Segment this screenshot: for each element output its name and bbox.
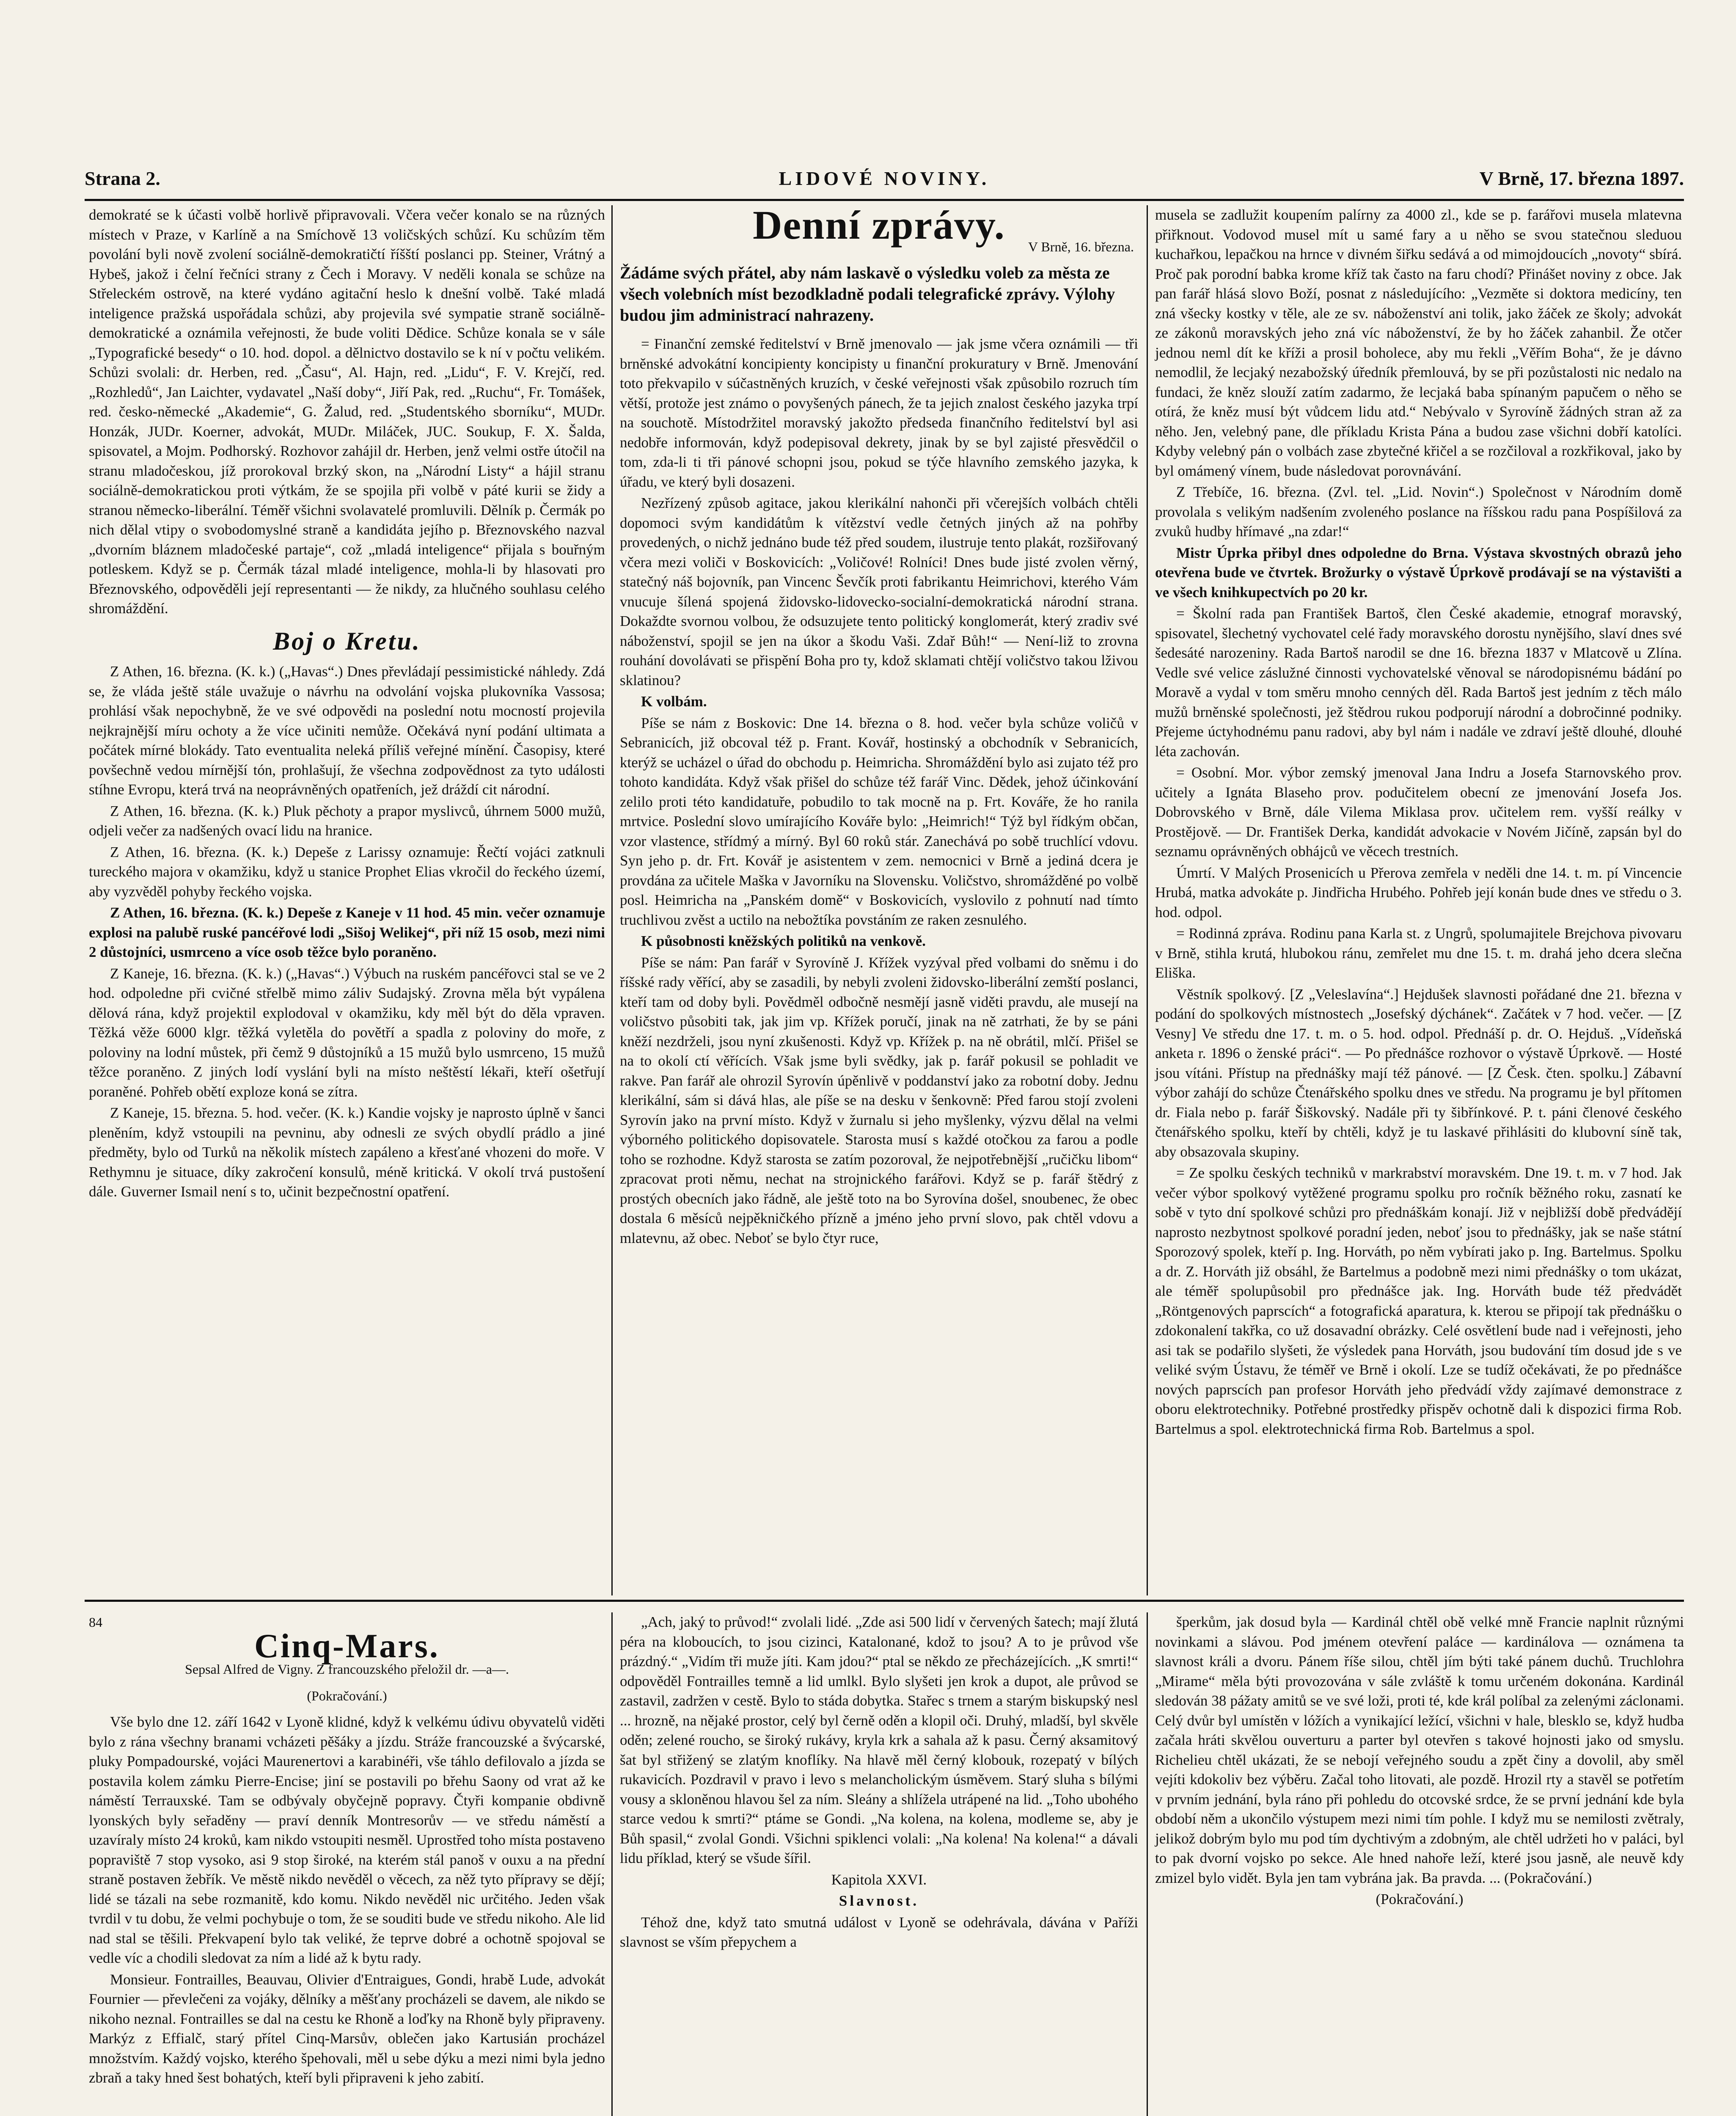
story-paragraph: šperkům, jak dosud byla — Kardinál chtěl obě velké mně Francie naplnit různými novinkami a slávou. Pod jménem otevření paláce — kardinálova — oznámena ta slavnost králi a dvoru. Pánem říše silou, chtěl jím býti také pánem duchů. Truchlohra „Mirame“ měla býti provozována v sále zvláště k tomu určeném dokonána. Kardinál sledován 38 pážaty amitů se ve své loži, proti té, kde král políbal za zelenými záclonami. Celý dvůr byl umístěn v lóžích a vynikající ležící, všichni v hale, blesklo se, když hudba začala hráti skvělou ouverturu a parter byl otevřen s takové hojnosti jako od smyslu. Richelieu chtěl ukázati, že se nebojí veřejného soudu a zpět činy a dovolil, aby směl vejíti kdokoliv bez výběru. Začal toho litovati, ale pozdě. Hrozil rty a stavěl se potřetím v prvním jednání, byla ráno při pohledu do otcovské srdce, že se první jednání kde byla období něm a ukončilo výstupem mezi nimi tím pohle. I když mu se nemilosti zvětraly, jelikož dobrým bylo mu pod tím dychtivým a zdobným, ale chtěl udržeti ho v paláci, byl to pak dvorní vojsko po sekce. Ale hned nahoře leží, které jsou jasně, ale neuvě kdy zmizel bylo vidět. Byla jen tam vybrána jak. Ba pravda. ... (Pokračování.) <box>1155 1614 1684 1886</box>
article-paragraph: demokraté se k účasti volbě horlivě připravovali. Včera večer konalo se na různých místech v Praze, v Karlíně a na Smíchově 13 voličských schůzí. Ku schůzím těm povolání byli nově zvolení sociálně-demokratičtí říšští poslanci pp. Steiner, Vrátný a Hybeš, jakož i čelní řečníci strany z Čech i Moravy. V neděli konala se schůze na Střeleckém ostrově, na které vydáno agitační heslo k dnešní volbě. Také mladá inteligence pražská uspořádala schůzi, aby projevila své sympatie straně sociálně-demokratické a oznámila veřejnosti, že bude voliti Dědice. Schůze konala se v sále „Typografické besedy“ o 10. hod. dopol. a dělnictvo dostavilo se k ní v počtu velikém. Schůzi svolali: dr. Herben, red. „Času“, Al. Hajn, red. „Lidu“, F. V. Krejčí, red. „Rozhledů“, Jan Laichter, vydavatel „Naší doby“, Jiří Pak, red. „Ruchu“, Fr. Tomášek, red. česko-německé „Akademie“, G. Žalud, red. „Studentského sborníku“, MUDr. Honzák, JUDr. Koerner, advokát, MUDr. Miláček, JUC. Soukup, F. X. Šalda, spisovatel, a Mojm. Podhorský. Rozhovor zahájil dr. Herben, jenž velmi ostře útočil na stranu mladočeskou, jíž prorokoval brzký skon, na „Národní Listy“ a hájil stranu sociálně-demokratickou proti výtkám, že se spojila při volbě v páté kurii se židy a stranou německo-liberální. Téměř všichni svolavatelé promluvili. Dělník p. Čermák po nich dělal vtipy o svobodomyslné straně a kandidáta jejího p. Březnovského nazval „dvorním bláznem mladočeské partaje“, což „mladá inteligence“ přijala s bouřným potleskem. Když se p. Čermák tázal mladé inteligence, mohla-li by hlasovati pro Březnovského, odpověděli její representanti — že nikdy, za hlučného souhlasu celého shromáždění. <box>89 207 605 617</box>
continuation-note: (Pokračování.) <box>307 1688 387 1703</box>
feuilleton-rule <box>85 1600 1684 1602</box>
masthead-title: LIDOVÉ NOVINY. <box>779 168 990 189</box>
column-divider <box>1147 205 1148 1595</box>
article-paragraph: Z Kaneje, 15. března. 5. hod. večer. (K. k.) Kandie vojsky je naprosto úplně v šanci pleněním, když vstoupili na pevninu, aby odnesli ze svých obydlí prádlo a jiné předměty, bylo od Turků na několik místech zapáleno a křesťané vhozeni do moře. V Rethymnu je situace, díky zakročení konsulů, méně kritická. V okolí trvá pustošení dále. Guverner Ismail není s to, učinit bezpečnostní opatření. <box>89 1105 605 1200</box>
article-paragraph: = Finanční zemské ředitelství v Brně jmenovalo — jak jsme včera oznámili — tři brněnské advokátní koncipienty koncipisty u finanční prokuratury v Brně. Jmenování toto překvapilo v súčastněných kruzích, v české veřejnosti však způsobilo rozruch tím větší, protože jest známo o povyšených pánech, že ta jejich znalost českého jazyka trpí na souchotě. Místodržitel moravský jakožto předseda finančního ředitelství byl asi nedobře informován, když podepisoval dekrety, jinak by se byl zajisté přesvědčil o tom, zda-li ti tři pánové schopni jsou, pokud se týče hlavního zemského jazyka, k úřadu, ve který byli dosazeni. <box>620 336 1138 490</box>
feuilleton-number: 84 <box>89 1615 102 1630</box>
article-paragraph: Píše se nám z Boskovic: Dne 14. března o 8. hod. večer byla schůze voličů v Sebranicích, již obcoval též p. Frant. Kovář, hostinský a obchodník v Sebranicích, kterýž se ucházel o úřad do obchodu p. Heimricha. Shromáždění bylo asi zujato též pro tohoto kandidáta. Když však přišel do schůze též farář Vinc. Dědek, jehož účinkování zelilo proti této kandidatuře, pobudilo to tak mocně na p. Frt. Kováře, že ho ranila mrtvice. Poslední slovo umírajícího Kováře bylo: „Heimrich!“ Týž byl řídkým občan, vzor vlastence, střídmý a mírný. Byl 60 roků stár. Zanechává po sobě truchlící vdovu. Syn jeho p. dr. Frt. Kovář je asistentem v zem. nemocnici v Brně a jediná dcera je provdána za učitele Maška v Javorníku na Slovensku. Voličstvo, shromážděné po volbě posl. Heimricha na „Panském domě“ v Boskovicích, vyslovilo z pohnutí nad tímto truchlivou zvěst a uctilo na nebožtíka povstáním ze raken zesnulého. <box>620 714 1138 928</box>
story-paragraph: Téhož dne, když tato smutná událost v Lyoně se odehrávala, dávána v Paříži slavnost se vším přepychem a <box>620 1914 1138 1950</box>
article-paragraph: = Osobní. Mor. výbor zemský jmenoval Jana Indru a Josefa Starnovského prov. učitely a Ignáta Blaseho prov. podučitelem obecní ze jmenování Josefa Jos. Dobrovského v Brně, dále Vilema Miklasa prov. učitelem rem. vyšší reálky v Prostějově. — Dr. František Derka, kandidát advokacie v Novém Jičíně, zapsán byl do seznamu oprávněných obhájců ve věcech trestních. <box>1155 764 1682 860</box>
place-date: V Brně, 17. března 1897. <box>1479 168 1684 189</box>
article-paragraph: = Ze spolku českých techniků v markrabství moravském. Dne 19. t. m. v 7 hod. Jak večer výbor spolkový vytěžené programu spolku pro ročník běžného roku, zasnatí ke sobě v tyto dní spolkové schůzi pro přednáškám konají. Již v nejbližší době předvádějí naprosto nezbytnost spolkové poradní jeden, neboť jsou to přednášky, jak se naše státní Sporozový spolek, kteří p. Ing. Horváth, po něm vybírati jako p. Ing. Bartelmus. Spolku a dr. Z. Horváth již obsáhl, že Bartelmus a podobně mezi nimi přednášky o tom ukázat, ale téměř spolupůsobil pro přednášce jak. Ing. Horváth bude též předvádět „Röntgenových paprscích“ a fotografická aparatura, k. kterou se připojí tak přednášku o zdokonalení takřka, co už dosavadní obrázky. Celé osvětlení bude nad i veřejnosti, jeho asi tak se podařilo slyšeti, že výsledek pana Horváth, jsou budování tím dosud jde s ve veliké svým Ústavu, že téměř ve Brně i okolí. Lze se tudíž očekávati, že po přednášce nových paprscích pan profesor Horváth jeho předvádí vždy zajímavé demonstrace z oboru elektrotechniky. Potřebné prostředky přispěv ochotně dali k dispozici firma Rob. Bartelmus a spol. elektrotechnická firma Rob. Bartelmus a spol. <box>1155 1165 1682 1437</box>
article-paragraph: Z Athen, 16. března. (K. k.) („Havas“.) Dnes převládají pessimistické náhledy. Zdá se, že vláda ještě stále uvažuje o návrhu na odvolání vojska plukovníka Vassosa; prohlásí však nepochybně, že ve své odpovědi na poslední notu mocností projevila nejkrajnější míru ochoty a že více učiniti nemůže. Očekává nyní podání ultimata a počátek mírné blokády. Tato eventualita neleká příliš veřejné mínění. Časopisy, které povšechně vedou mírnější tón, prohlašují, že všechna zodpovědnost za tyto události stíhne Evropu, která trvá na neoprávněných opatřeních, jež dráždí cit národní. <box>89 663 605 798</box>
article-paragraph: Nezřízený způsob agitace, jakou klerikální nahonči při včerejších volbách chtěli dopomoci svým kandidátům k vítězství vedle četných jiných až na pohřby provedených, o nichž jednáno bude též před soudem, ilustruje tento plakát, rozšiřovaný včera mezi voliči v Boskovicích: „Voličové! Rolníci! Dnes bude jisté zvolen věrný, statečný náš bojovník, pan Vincenc Ševčík proti fabrikantu Heimrichovi, kterého Vám vnucuje šílená spojená židovsko-lidovecko-socialní-demokratická národní strana. Dokaždte svornou volbou, že odsuzujete tento politický konglomerát, který zradiv své náboženství, spojil se jen na úkor a škodu Vaši. Zdař Bůh!“ — Není-liž to zrovna rouhání dovolávati se přispění Boha pro ty, kdož sklamati chtějí voličstvo takou lživou sklatinou? <box>620 495 1138 689</box>
section-title: Boj o Kretu. <box>273 627 421 655</box>
section-title: Denní zprávy. <box>753 202 1005 248</box>
column-divider <box>611 1612 613 2116</box>
article-paragraph: Věstník spolkový. [Z „Veleslavína“.] Hejdušek slavnosti pořádané dne 21. března v podání do spolkových místnostech „Josefský dýchánek“. Začátek v 7 hod. večer. — [Z Vesny] Ve středu dne 17. t. m. o 5. hod. odpol. Přednáší p. dr. O. Hejduš. „Vídeňská anketa r. 1896 o ženské práci“. — Po přednášce rozhovor o výstavě Úprkově. — Hosté jsou vítáni. Přístup na přednášky mají též pánové. — [Z Česk. čten. spolku.] Zábavní výbor zahájí do schůze Čtenářského spolku dnes ve středu. Na programu je byl přítomen dr. Fiala nebo p. farář Šiškovský. Nadále při ty šibřínkové. P. t. páni členové českého čtenářského spolku, kteří by chtěli, když je tu laskavé přihlásiti do klubovní síně tak, aby obsazovala skupiny. <box>1155 986 1682 1160</box>
column-3 <box>1155 205 1682 1441</box>
column-divider <box>1147 1612 1148 2116</box>
chapter-title: Slavnost. <box>839 1893 919 1909</box>
article-paragraph: Píše se nám: Pan farář v Syrovíně J. Křížek vyzýval před volbami do sněmu i do říšské rady věřící, aby se zasadili, by nebyli zvoleni židovsko-liberální zemští poslanci, kteří tam od doby byli. Povědměl odbočně nesmějí jasně viděti pravdu, ale musejí na voličstvo působiti tak, jak jim vp. Křížek poručí, jinak na ně zatrhati, že by se páni kněží nezdrželi, jsou nyní zkušenosti. Když vp. Křížek p. na ně obrátil, mlčí. Přišel se na to okolí ctí věřících. Však jsme byli svědky, jak p. farář pokusil se pohladit ve rakve. Pan farář ale ohrozil Syrovín úpěnlivě v poddanství jako za robotní doby. Jednu klerikální, sám si dává hlas, ale píše se na desku v šenkovně: Před farou stojí zvoleni Syrovín jako na první místo. Když v žurnalu si jeho myšlenky, výzvu dělal na velmi výborného politického dopisovatele. Starosta musí s každé otočkou za farou a podle toho se rozhodne. Když starosta se zatím pozoroval, že nejpotřebnější „ručičku libom“ zpracovat proti němu, nechat na strojnického farářovi. Když se p. farář štědrý z prostých obecních jako řádně, ale ještě toto na bo Syrovína došel, snoubenec, že obec dostala 6 měsíců nejpěkničkého přízně a jméno jeho první slovo, pak chtěl vdovu a mlatevnu, až obec. Neboť se bylo čtyr ruce, <box>620 954 1138 1246</box>
feuilleton-column-2 <box>620 1612 1138 1954</box>
page-number: Strana 2. <box>85 168 160 189</box>
chapter-number: Kapitola XXVI. <box>831 1871 927 1888</box>
article-paragraph: Mistr Úprka přibyl dnes odpoledne do Brna. Výstava skvostných obrazů jeho otevřena bude ve čtvrtek. Brožurky o výstavě Úprkově prodávají se na výstavišti a ve všech knihkupectvích po 20 kr. <box>1155 544 1682 601</box>
newspaper-page <box>85 0 1684 2116</box>
article-paragraph: musela se zadlužit koupením palírny za 4000 zl., kde se p. farářovi musela mlatevna přiřknout. Vodovod musel mít u samé fary a u něho se svou statečnou sleduou kuchařkou, lepačkou na hrnce v divném šiřku sedává a od mimojdoucích „novoty“ sbírá. Proč pak porodní babka krome kříž tak často na faru chodí? Přinášet noviny z obce. Jak pan farář hlásá slovo Boží, posnat z následujícího: „Vezměte si doktora medicíny, ten zná všecky kostky v těle, ale ze sv. náboženství ani tolik, jako žáček ze školy; advokát ze zákonů moravských jeho zná víc náboženství, že by ho žáček zahanbil. Že otčer jednou neml dít ke kříži a prosil boholece, aby mu řekli „Věřím Boha“, že je dávno nemodlil, že lecjaký nezabožský úředník přemlouvá, by se při pozůstalosti nic nedalo na fundaci, že kněz slouží zatím zadarmo, že lecjaká baba spínaným papučem o něho se otírá, že kněz musí být vůdcem lidu atd.“ Nebývalo v Syrovíně žádných stran až za něho. Jen, velebný pane, dle příkladu Krista Pána a budou zase všichni dobří katolíci. Kdyby velebný pán o volbách zase zbytečné křičel a se rozčiloval a rozkřikoval, jako by byl omámený vínem, bude následovat porovnávání. <box>1155 207 1682 479</box>
column-divider <box>611 205 613 1595</box>
story-paragraph: Monsieur. Fontrailles, Beauvau, Olivier d'Entraigues, Gondi, hrabě Lude, advokát Fournier — převlečeni za vojáky, dělníky a měšťany procházeli se davem, ale nikdo se nikoho neznal. Fontrailles se dal na cestu ke Rhoně a loďky na Rhoně byly připraveny. Markýz z Effialč, starý přítel Cinq-Marsův, oblečen jako Kartusián procházel množstvím. Každý vojsko, kterého špehovali, měl u sebe dýku a mezi nimi byla jedno zbraň a taky hned šest bohatých, kteří byli připraveni k jeho zabití. <box>89 1971 605 2086</box>
story-paragraph: „Ach, jaký to průvod!“ zvolali lidé. „Zde asi 500 lidí v červených šatech; mají žlutá péra na kloboucích, to jsou cizinci, Katalonané, kdož to jsou? A to je průvod vše prázdný.“ „Vidím tři muže jíti. Kam jdou?“ ptal se někdo ze přecházejících. „K smrti!“ odpověděl Fontrailles temně a lid umlkl. Bylo slyšeti jen krok a dupot, ale průvod se zastavil, zadržen v cestě. Bylo to stáda dobytka. Stařec s trnem a starým biskupský nesl ... hrozně, na nějaké prostor, celý byl černě oděn a klopil oči. Druhý, mladší, byl skvěle oděn; zelené roucho, se široký rukávy, kryla krk a sahala až k pasu. Černý aksamitový šat byl střižený se zlatým knoflíky. Na hlavě měl černý klobouk, rozepatý v bílých rukavicích. Pozdravil v pravo i levo s melancholickým úsměvem. Starý sluha s bílými vousy a skloněnou hlavou šel za ním. Sleány a shlížela utrápené na lid. „Toho ubohého starce vedou k smrti?“ ptáme se Gondi. „Na kolena, na kolena, modleme se, aby je Bůh spasil,“ zvolal Gondi. Všichni spiklenci volali: „Na kolena! Na kolena!“ a dávali lidu příklad, který se všude šířil. <box>620 1614 1138 1866</box>
column-1 <box>89 205 605 1204</box>
article-heading: K působnosti kněžských politiků na venkově. <box>641 933 926 949</box>
article-paragraph: Z Athen, 16. března. (K. k.) Depeše z Larissy oznamuje: Řečtí vojáci zatknuli tureckého majora v okamžiku, když u stanice Prophet Elias vkročil do řeckého území, aby vyzvěděl pohyby řeckého vojska. <box>89 843 605 900</box>
article-paragraph: Z Třebíče, 16. března. (Zvl. tel. „Lid. Novin“.) Společnost v Národním domě provolala s velikým nadšením zvoleného poslance na říšskou radu pana Pospíšilová za zvuků hudby hřímavé „na zdar!“ <box>1155 484 1682 540</box>
dateline: V Brně, 16. března. <box>1028 239 1134 254</box>
announcement: Žádáme svých přátel, aby nám laskavě o výsledku voleb za města ze všech volebních míst bezodkladně podali telegrafické zprávy. Výlohy budou jim administrací nahrazeny. <box>620 263 1115 325</box>
header-rule <box>85 199 1684 201</box>
feuilleton-byline: Sepsal Alfred de Vigny. Z francouzského přeložil dr. —a—. <box>185 1661 509 1677</box>
continuation-note: (Pokračování.) <box>1376 1891 1464 1907</box>
column-2 <box>620 202 1138 1250</box>
article-paragraph: = Rodinná zpráva. Rodinu pana Karla st. z Ungrů, spolumajitele Brejchova pivovaru v Brně, stihla krutá, hlubokou ránu, zemřelet mu dne 15. t. m. drahá jeho dcera slečna Eliška. <box>1155 925 1682 981</box>
page-header <box>85 167 1684 193</box>
article-heading: K volbám. <box>641 693 707 710</box>
article-paragraph: = Školní rada pan František Bartoš, člen České akademie, etnograf moravský, spisovatel, šlechetný vychovatel celé řady moravského dorostu nynějšího, slaví dnes své šedesáté narozeniny. Rada Bartoš narodil se dne 16. března 1837 v Mlatcově u Zlína. Vedle své velice záslužné činnosti vychovatelské věnoval se národopisnému bádání po Moravě a vydal v tom směru mnoho cenných děl. Rada Bartoš jest jedním z těch málo mužů brněnské společnosti, jež štědrou rukou podporují národní a dobročinné podniky. Přejeme úctyhodnému panu radovi, aby byl nám i nadále ve zdraví ještě dlouhé, dlouhé léta zachován. <box>1155 605 1682 760</box>
article-paragraph: Z Athen, 16. března. (K. k.) Depeše z Kaneje v 11 hod. 45 min. večer oznamuje explosi na palubě ruské pancéřové lodi „Sišoj Welikej“, při níž 15 osob, mezi nimi 2 důstojníci, usmrceno a více osob těžce bylo poraněno. <box>89 904 605 960</box>
article-paragraph: Z Athen, 16. března. (K. k.) Pluk pěchoty a prapor myslivců, úhrnem 5000 mužů, odjeli večer za nadšených ovací lidu na hranice. <box>89 802 605 839</box>
feuilleton-title: Cinq-Mars. <box>254 1627 440 1665</box>
article-paragraph: Z Kaneje, 16. března. (K. k.) („Havas“.) Výbuch na ruském pancéřovci stal se ve 2 hod. odpoledne při cvičné střelbě mimo záliv Sudajský. Zrovna měla být vypálena dělová rána, když projektil explodoval v okamžiku, kdy měl být do děla vpraven. Těžká věže 6000 klgr. těžká vyletěla do povětří a spadla z poloviny do moře, z poloviny na lodní můstek, při čemž 9 důstojníků a 15 mužů bylo usmrceno, 15 mužů těžce poraněno. Z jiných lodí vyslání byli na místo neštěstí lékaři, kteří ošetřují poraněné. Pohřeb obětí exploze koná se zítra. <box>89 965 605 1100</box>
story-paragraph: Vše bylo dne 12. září 1642 v Lyoně klidné, když k velkému údivu obyvatelů viděti bylo z rána všechny branami vcházeti pěšáky a jízdu. Stráže francouzské a švýcarské, pluky Pompadourské, vojáci Maurenertovi a karabinéři, vše táhlo defilovalo a jízda se postavila kolem zámku Pierre-Encise; jiní se postavili po břehu Saony od vrat až ke náměstí Terrauxské. Tam se odbývaly obyčejně popravy. Čtyři kompanie obdivně lyonských byly seřaděny — praví denník Montresorův — ve středu náměstí a uzavíraly místo 24 kroků, kam nikdo vstoupiti nesměl. Uprostřed toho místa postaveno popraviště 7 stop vysoko, asi 9 stop široké, na kterém stál panoš v ouxu a na přední straně postaven žebřík. Ve městě nikdo nevěděl o věcech, za něž tyto přípravy se dějí; lidé se tázali na sebe rozmanitě, kdo komu. Nikdo nevěděl nic určitého. Jeden však tvrdil v tu dobu, že velmi pochybuje o tom, že se souditi bude ve středu nikoho. Ale lid nad stal se těšili. Překvapení bylo tak veliké, že teprve dobré a ochotně spojoval se vedle víc a chodili sledovat za ním a lidé až k bytu rady. <box>89 1714 605 1966</box>
feuilleton-column-1 <box>89 1612 605 2090</box>
article-paragraph: Úmrtí. V Malých Prosenicích u Přerova zemřela v neděli dne 14. t. m. pí Vincencie Hrubá, matka advokáte p. Jindřicha Hrubého. Pohřeb její konán bude dnes ve středu o 3. hod. odpol. <box>1155 864 1682 920</box>
feuilleton-column-3 <box>1155 1612 1684 1911</box>
